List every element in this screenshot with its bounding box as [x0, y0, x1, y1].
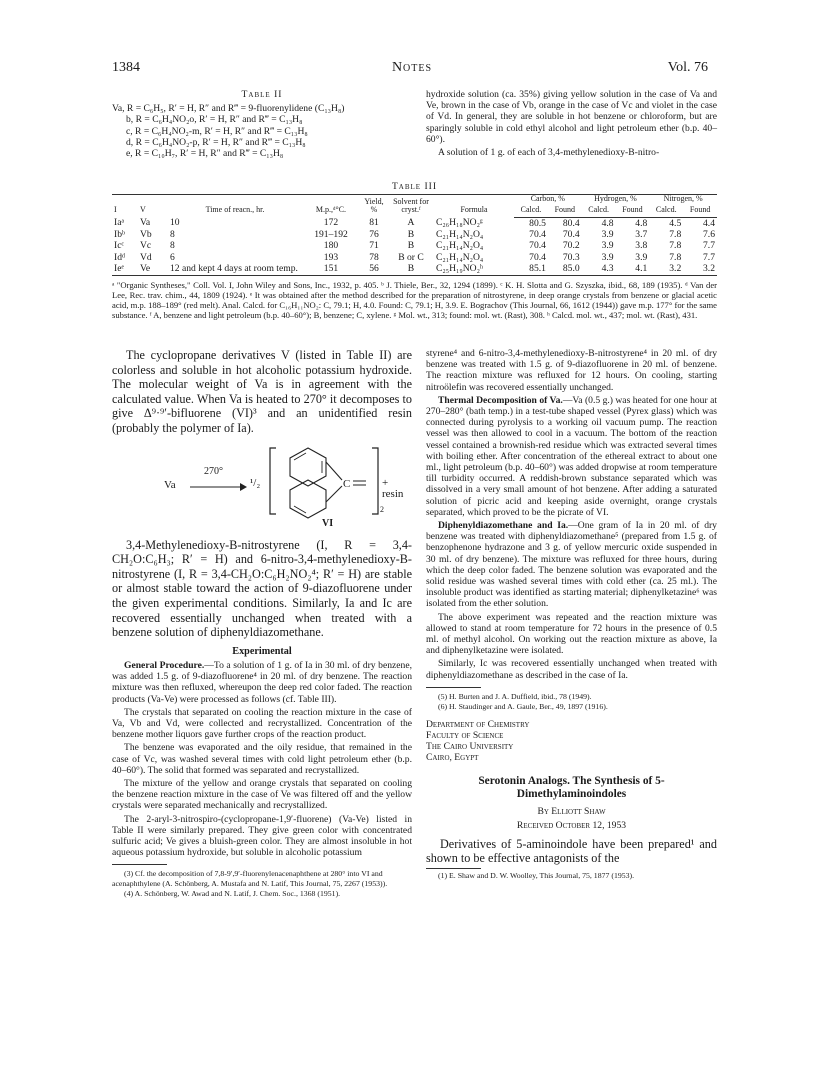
page-number: 1384 [112, 60, 140, 75]
table-cell-time: 6 [170, 251, 175, 263]
table-cell-i: Idᵈ [114, 251, 125, 263]
table-cell-c-calc: 70.4 [529, 229, 546, 240]
table-cell-c-calc: 70.4 [529, 240, 546, 252]
paragraph: 3,4-Methylenedioxy-B-nitrostyrene (I, R = 3,4-CH₂O:C₆H₃; R′ = H) and 6-nitro-3,4-methylenedioxy-B-nitrostyrene (I, R = 3,4-CH₂O:C₆H₂NO₂⁴; R′ = H) are stable or almost stable toward the action of 9-diazofluorene under the given experimental conditions. Similarly, Ia and Ic are recovered essentially unchanged when treated with a benzene solution of diphenyldiazomethane. [112, 537, 412, 640]
paragraph: —One gram of Ia in 20 ml. of dry benzene was treated with diphenyldiazomethane⁵ (prepared from 1.5 g. of benzophenone hydrazone and 3 g. of yellow mercuric oxide suspended in 30 ml. of dry benzene). The mixture was refluxed for three hours, during which the deep color faded. The benzene solution was evaporated and the solid residue was washed several times with cold ether (ca. 25 ml.). The insoluble product was identified as starting material; diphenylketazine⁶ was isolated from the ether solution. [426, 520, 717, 610]
table-cell-formula: C₂₆H₁₈NO₂ᵍ [436, 217, 483, 229]
table-cell-mp: 180 [323, 240, 339, 252]
footnote: (6) H. Staudinger and A. Gaule, Ber., 49, 1897 (1916). [438, 702, 608, 712]
table-iii-notes: ᵃ "Organic Syntheses," Coll. Vol. I, John Wiley and Sons, Inc., 1932, p. 405. ᵇ J. Thiele, Ber., 32, 1294 (1899). ᶜ K. H. Slotta and G. Szyszka, ibid., 68, 189 (1935). ᵈ Van der Lee, Rec. trav. chim., 44, 1809 (1924). ᵉ It was obtained after the method described for the preparation of nitrostyrene, in deep orange crystals from benzene or glacial acetic acid, m.p. 188–189° (red melt). Anal. Calcd. for C₁₆H₁₁NO₂: C, 79.1; H, 4.0. Found: C, 79.1; H, 3.9. E. Bograchov (This Journal, 66, 1612 (1944)) gave m.p. 177° for the same substance. ᶠ A, benzene and light petroleum (b.p. 40–60°); B, benzene; C, xylene. ᵍ Mol. wt., 313; found: mol. wt. (Rast), 308. ʰ Calcd. mol. wt., 437; mol. wt. (Rast), 431. [112, 280, 717, 320]
col-header: Solvent for cryst.ᶠ [388, 195, 434, 218]
footnote-divider [426, 687, 481, 688]
footnote-divider [426, 868, 481, 869]
table-cell-h-found: 3.8 [635, 240, 648, 252]
volume-label: Vol. 76 [667, 60, 708, 75]
section-heading: Experimental [232, 645, 292, 657]
scheme-coefficient: ¹/₂ [250, 476, 261, 489]
table-cell-c-calc: 85.1 [514, 263, 548, 275]
col-header: Yield, % [360, 195, 388, 218]
table-row [112, 240, 717, 251]
table-iii-title: Table III [391, 181, 438, 192]
article-author: By Elliott Shaw [537, 806, 606, 818]
table-cell-mp: 172 [323, 217, 339, 229]
affiliation [426, 719, 717, 763]
table-cell-c-calc: 70.4 [529, 251, 546, 263]
scheme-label: VI [322, 517, 334, 529]
run-in-heading: Diphenyldiazomethane and Ia. [438, 520, 569, 532]
paragraph: Derivatives of 5-aminoindole have been prepared¹ and shown to be effective antagonists of the [426, 836, 717, 866]
table-row [112, 263, 717, 275]
table-cell-solvent: B [407, 229, 415, 240]
table-cell-h-calc: 3.9 [601, 240, 614, 252]
reaction-arrow-icon [188, 480, 248, 494]
col-header: Carbon, % [514, 195, 582, 206]
paragraph: —Va (0.5 g.) was heated for one hour at 270–280° (bath temp.) in a test-tube shaped vessel (Pyrex glass) which was connected during pyrolysis to a working oil vacuum pump. The reaction vessel was then allowed to cool in a vacuum. The bottom of the reaction vessel contained a brownish-red residue which was extracted several times with boiling ether. After concentration of the ethereal extract to about one ml., light petroleum (b.p. 40–60°) was added dropwise at room temperature till turbidity occurred. A reddish-brown substance separated which was dissolved in a very small amount of hot benzene. After adding a saturated solution of picric acid and keeping aside overnight, orange crystals separated, which proved to be the picrate of VI. [426, 394, 718, 518]
table-cell-time: 12 and kept 4 days at room temp. [168, 263, 302, 275]
table-row [112, 217, 717, 229]
table-cell-mp: 191–192 [314, 229, 348, 240]
paragraph: The 2-aryl-3-nitrospiro-(cyclopropane-1,9′-fluorene) (Va-Ve) listed in Table II were similarly prepared. They give green color with concentrated sulfuric acid; Ve gives a bluish-green color. They are almost insoluble in hot aqueous potassium hydroxide, but soluble in alcoholic potassium [112, 813, 412, 859]
table-cell-time: 8 [170, 229, 175, 240]
table-cell-h-found: 4.1 [616, 263, 650, 275]
table-cell-i: Iaᵃ [114, 217, 125, 229]
paragraph: The mixture of the yellow and orange crystals that separated on cooling the benzene reaction mixture in the case of Ve was filtered off and the yellow crystals were separated mechanically and recrystallized. [112, 777, 412, 812]
col-header: Calcd. [649, 206, 683, 217]
col-header: Calcd. [514, 206, 548, 217]
table-cell-yield: 76 [369, 229, 379, 240]
left-column [112, 348, 412, 899]
table-cell-c-found: 70.4 [562, 229, 580, 240]
table-cell-i: Ibᵇ [114, 229, 125, 240]
table-ii-row: b, R = C₆H₄NO₂o, R′ = H, R″ and R‴ = C₁₃H₈ [126, 114, 303, 126]
table-ii-row: c, R = C₆H₄NO₂-m, R′ = H, R″ and R‴ = C₁₃H₈ [126, 125, 308, 137]
col-header: Formula [434, 195, 514, 218]
table-cell-n-found: 7.6 [703, 229, 715, 240]
table-cell-n-calc: 4.5 [669, 217, 682, 229]
bifluorene-structure-icon [268, 442, 388, 528]
table-cell-c-calc: 80.5 [529, 217, 546, 229]
col-header: Found [616, 206, 650, 217]
table-cell-time: 8 [170, 240, 175, 252]
col-header: Time of reacn., hr. [168, 195, 302, 218]
col-header: Nitrogen, % [649, 195, 717, 206]
table-cell-h-found: 4.8 [635, 217, 648, 229]
table-iii [112, 181, 717, 276]
table-cell-i: Icᶜ [114, 240, 124, 252]
table-cell-v: Vd [140, 251, 152, 263]
table-cell-c-found: 85.0 [548, 263, 582, 275]
table-cell-yield: 56 [360, 263, 388, 275]
footnote: (5) H. Burten and J. A. Duffield, ibid., 78 (1949). [438, 691, 592, 701]
table-cell-yield: 78 [369, 251, 379, 263]
footnote: (3) Cf. the decomposition of 7,8-9′,9′-fluorenylenacenaphthene at 280° into VI and acenaphthylene (A. Schönberg, A. Mustafa and N. Latif, This Journal, 75, 2267 (1953)). [112, 869, 388, 888]
section-title: Notes [391, 60, 433, 75]
run-in-heading: Thermal Decomposition of Va. [438, 394, 563, 406]
table-cell-v: Vb [140, 229, 152, 240]
col-header: Hydrogen, % [582, 195, 650, 206]
scheme-subscript: 2 [380, 504, 384, 514]
table-cell-v: Vc [140, 240, 152, 252]
table-cell-v: Ve [138, 263, 168, 275]
scheme-byproduct: + resin [382, 476, 404, 500]
table-cell-h-found: 3.9 [635, 251, 648, 263]
table-cell-solvent: A [407, 217, 415, 229]
paragraph: A solution of 1 g. of each of 3,4-methylenedioxy-B-nitro- [438, 147, 660, 159]
svg-text:C: C [343, 477, 351, 490]
table-cell-n-calc: 3.2 [649, 263, 683, 275]
table-cell-n-found: 4.4 [703, 217, 715, 229]
table-cell-v: Va [140, 217, 151, 229]
table-cell-h-calc: 4.3 [582, 263, 616, 275]
col-header: I [112, 195, 138, 218]
col-header: Found [683, 206, 717, 217]
table-cell-solvent: B [407, 240, 415, 252]
table-cell-mp: 151 [302, 263, 360, 275]
footnote: (1) E. Shaw and D. W. Woolley, This Journal, 75, 1877 (1953). [438, 870, 635, 880]
table-cell-solvent: B [388, 263, 434, 275]
table-cell-time: 10 [170, 217, 180, 229]
paragraph: —To a solution of 1 g. of Ia in 30 ml. of dry benzene, was added 1.5 g. of 9-diazofluorene⁴ in 20 ml. of dry benzene. The reaction mixture was then refluxed, whereupon the deep red color faded. The reaction products (Va-Ve) were processed as follows (cf. Table III). [112, 659, 412, 705]
col-header: Calcd. [582, 206, 616, 217]
table-iii-grid [112, 194, 717, 276]
table-cell-i: Ieᵉ [112, 263, 138, 275]
table-cell-c-found: 70.2 [562, 240, 580, 252]
table-cell-c-found: 70.3 [562, 251, 580, 263]
table-cell-n-found: 7.7 [703, 251, 715, 263]
table-ii [112, 89, 412, 159]
table-cell-yield: 81 [369, 217, 379, 229]
run-in-heading: General Procedure. [124, 659, 205, 671]
table-row [112, 252, 717, 263]
paragraph: The crystals that separated on cooling the reaction mixture in the case of Va, Vb and Vd, were collected and recrystallized. Concentration of the benzene mother liquors gave further crops of the reaction product. [112, 706, 412, 741]
table-cell-n-found: 3.2 [683, 263, 717, 275]
table-cell-n-calc: 7.8 [669, 229, 682, 240]
table-cell-h-found: 3.7 [635, 229, 648, 240]
right-intro [426, 89, 717, 160]
table-cell-formula: C₂₅H₁₉NO₂ʰ [434, 263, 514, 275]
paragraph: Similarly, Ic was recovered essentially unchanged when treated with diphenyldiazomethane as described in the case of Ia. [426, 658, 717, 681]
footnote: (4) A. Schönberg, W. Awad and N. Latif, J. Chem. Soc., 1368 (1951). [124, 888, 341, 898]
article-title: Serotonin Analogs. The Synthesis of 5-Dimethylaminoindoles [478, 775, 665, 801]
paragraph: The cyclopropane derivatives V (listed in Table II) are colorless and soluble in hot alcoholic potassium hydroxide. The molecular weight of Va is in agreement with the calculated value. When Va is heated to 270° it decomposes to give Δ⁹·⁹′-bifluorene (VI)³ and an unidentified resin (probably the polymer of Ia). [112, 348, 412, 435]
table-cell-h-calc: 3.9 [601, 251, 614, 263]
table-cell-n-calc: 7.8 [669, 251, 682, 263]
table-ii-row: d, R = C₆H₄NO₂-p, R′ = H, R″ and R‴ = C₁₃H₈ [126, 136, 306, 148]
right-column [426, 348, 717, 881]
affiliation-line: Cairo, Egypt [426, 752, 479, 764]
table-cell-formula: C₂₁H₁₄N₂O₄ [436, 240, 484, 252]
table-cell-mp: 193 [323, 251, 339, 263]
table-cell-yield: 71 [369, 240, 379, 252]
footnote-divider [112, 864, 167, 865]
received-date: Received October 12, 1953 [516, 819, 627, 831]
paragraph: The benzene was evaporated and the oily residue, that remained in the case of Vc, was washed several times with cold light petroleum ether (b.p. 40–60°). The solid that formed was separated and recrystallized. [112, 742, 412, 776]
table-ii-row: e, R = C₁₀H₇, R′ = H, R″ and R‴ = C₁₃H₈ [126, 148, 284, 160]
paragraph: styrene⁴ and 6-nitro-3,4-methylenedioxy-B-nitrostyrene⁴ in 20 ml. of dry benzene was treated with 1.5 g. of 9-diazofluorene in 20 ml. of benzene. The reaction mixture was refluxed for 12 hours. On cooling, starting nitroölefin was recovered essentially unchanged. [426, 348, 717, 393]
table-cell-formula: C₂₁H₁₄N₂O₄ [436, 251, 484, 263]
table-ii-row: Va, R = C₆H₅, R′ = H, R″ and R‴ = 9-fluorenylidene (C₁₃H₈) [112, 103, 345, 115]
reaction-scheme [112, 442, 412, 532]
table-cell-h-calc: 3.9 [601, 229, 614, 240]
col-header: Found [548, 206, 582, 217]
table-cell-formula: C₂₁H₁₄N₂O₄ [436, 229, 484, 240]
table-ii-title: Table II [241, 89, 283, 100]
scheme-condition: 270° [204, 465, 223, 477]
affiliation-line: The Cairo University [426, 741, 514, 753]
scheme-reactant: Va [164, 478, 176, 491]
table-cell-solvent: B or C [398, 251, 424, 263]
table-cell-h-calc: 4.8 [601, 217, 614, 229]
table-row [112, 229, 717, 240]
table-cell-n-found: 7.7 [703, 240, 715, 252]
affiliation-line: Faculty of Science [426, 730, 504, 742]
paragraph: hydroxide solution (ca. 35%) giving yellow solution in the case of Va and Ve, brown in the case of Vb, orange in the case of Vc and violet in the case of Vd. In general, they are soluble in hot benzene or chloroform, but are sparingly soluble in cold ethyl alcohol and light petroleum ether (b.p. 40–60°). [426, 89, 717, 145]
table-cell-n-calc: 7.8 [669, 240, 682, 252]
affiliation-line: Department of Chemistry [426, 719, 530, 731]
table-cell-c-found: 80.4 [562, 217, 580, 229]
paragraph: The above experiment was repeated and the reaction mixture was allowed to stand at room temperature for 72 hours in the presence of 0.5 ml. of methyl alcohol. On working out the reaction mixture as above, Ia and diphenylketazine were isolated. [426, 611, 717, 657]
col-header: M.p.,ᵈ°C. [302, 195, 360, 218]
col-header: V [138, 195, 168, 218]
